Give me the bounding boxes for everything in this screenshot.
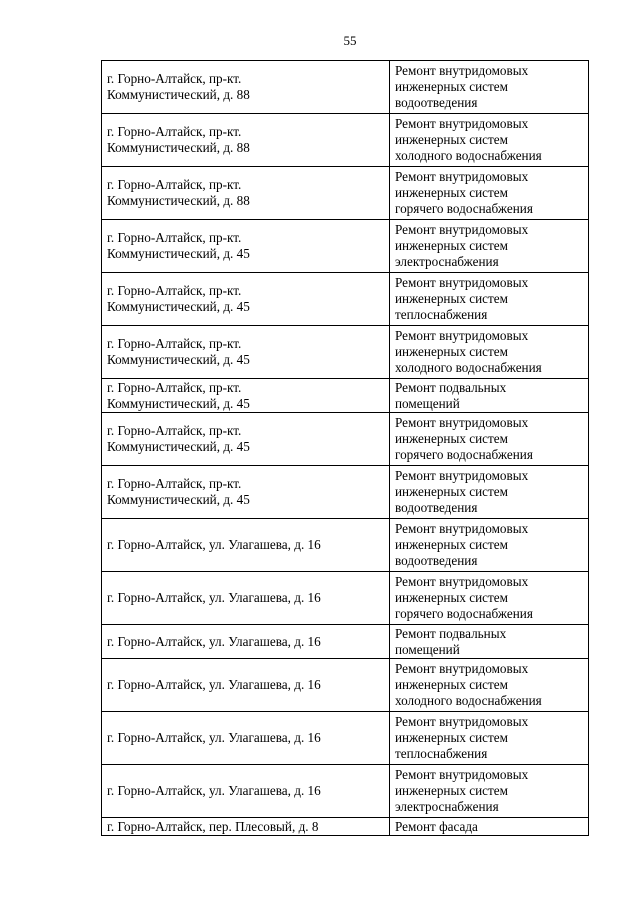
table-row [102, 572, 589, 625]
work-type-cell: Ремонт подвальных помещений [390, 379, 589, 413]
address-cell: г. Горно-Алтайск, ул. Улагашева, д. 16 [102, 765, 390, 818]
table-row [102, 659, 589, 712]
table-body [102, 61, 589, 836]
address-cell: г. Горно-Алтайск, пр-кт. Коммунистический, д. 45 [102, 273, 390, 326]
address-cell: г. Горно-Алтайск, пр-кт. Коммунистический, д. 45 [102, 466, 390, 519]
address-cell: г. Горно-Алтайск, ул. Улагашева, д. 16 [102, 625, 390, 659]
address-cell: г. Горно-Алтайск, ул. Улагашева, д. 16 [102, 712, 390, 765]
address-cell: г. Горно-Алтайск, ул. Улагашева, д. 16 [102, 519, 390, 572]
table-row [102, 61, 589, 114]
work-type-cell: Ремонт внутридомовых инженерных систем горячего водоснабжения [390, 572, 589, 625]
address-cell: г. Горно-Алтайск, пр-кт. Коммунистический, д. 45 [102, 379, 390, 413]
page-number: 55 [343, 33, 357, 48]
table-row [102, 519, 589, 572]
table-row [102, 818, 589, 836]
work-type-cell: Ремонт внутридомовых инженерных систем водоотведения [390, 61, 589, 114]
table-row [102, 765, 589, 818]
table-row [102, 220, 589, 273]
work-type-cell: Ремонт внутридомовых инженерных систем теплоснабжения [390, 712, 589, 765]
table-row [102, 413, 589, 466]
address-cell: г. Горно-Алтайск, пр-кт. Коммунистический, д. 45 [102, 413, 390, 466]
work-type-cell: Ремонт внутридомовых инженерных систем холодного водоснабжения [390, 114, 589, 167]
address-cell: г. Горно-Алтайск, ул. Улагашева, д. 16 [102, 659, 390, 712]
work-type-cell: Ремонт внутридомовых инженерных систем электроснабжения [390, 765, 589, 818]
address-cell: г. Горно-Алтайск, пр-кт. Коммунистический, д. 88 [102, 114, 390, 167]
work-type-cell: Ремонт подвальных помещений [390, 625, 589, 659]
table-row [102, 326, 589, 379]
table-row [102, 273, 589, 326]
address-cell: г. Горно-Алтайск, пр-кт. Коммунистический, д. 88 [102, 61, 390, 114]
work-type-cell: Ремонт внутридомовых инженерных систем холодного водоснабжения [390, 659, 589, 712]
address-cell: г. Горно-Алтайск, ул. Улагашева, д. 16 [102, 572, 390, 625]
work-type-cell: Ремонт внутридомовых инженерных систем горячего водоснабжения [390, 167, 589, 220]
table-row [102, 167, 589, 220]
table-row [102, 466, 589, 519]
work-type-cell: Ремонт внутридомовых инженерных систем горячего водоснабжения [390, 413, 589, 466]
work-type-cell: Ремонт внутридомовых инженерных систем водоотведения [390, 519, 589, 572]
table-row [102, 379, 589, 413]
table-row [102, 712, 589, 765]
work-type-cell: Ремонт внутридомовых инженерных систем теплоснабжения [390, 273, 589, 326]
address-cell: г. Горно-Алтайск, пр-кт. Коммунистический, д. 45 [102, 326, 390, 379]
work-type-cell: Ремонт внутридомовых инженерных систем водоотведения [390, 466, 589, 519]
work-type-cell: Ремонт фасада [390, 818, 589, 836]
repair-works-table [101, 60, 589, 836]
work-type-cell: Ремонт внутридомовых инженерных систем холодного водоснабжения [390, 326, 589, 379]
table-row [102, 114, 589, 167]
address-cell: г. Горно-Алтайск, пр-кт. Коммунистический, д. 88 [102, 167, 390, 220]
address-cell: г. Горно-Алтайск, пер. Плесовый, д. 8 [102, 818, 390, 836]
work-type-cell: Ремонт внутридомовых инженерных систем электроснабжения [390, 220, 589, 273]
table-row [102, 625, 589, 659]
address-cell: г. Горно-Алтайск, пр-кт. Коммунистический, д. 45 [102, 220, 390, 273]
